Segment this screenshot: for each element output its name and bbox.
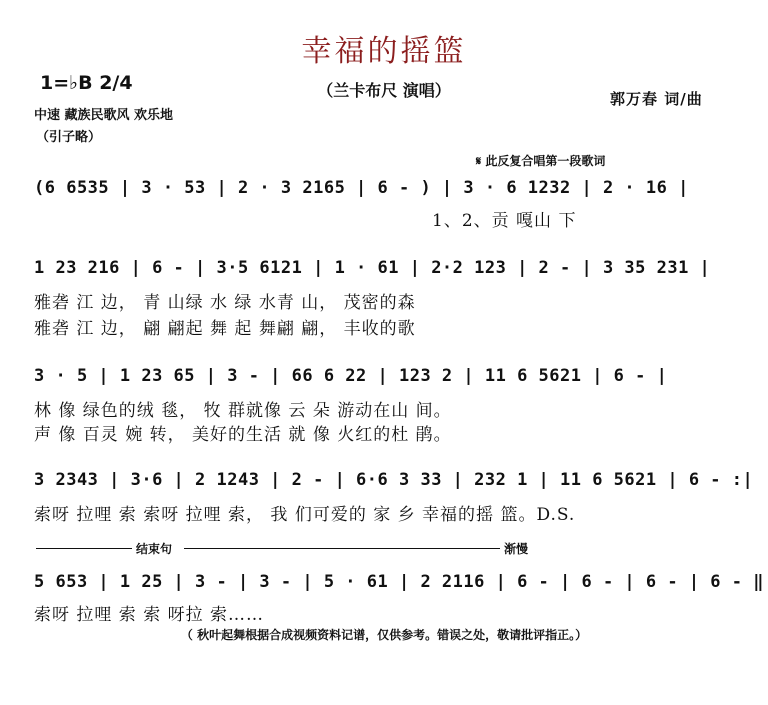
intro-note: （引子略） bbox=[36, 130, 102, 145]
lyrics-row-3-verse-1: 林 像 绿色的绒 毯， 牧 群就像 云 朵 游动在山 间。 bbox=[34, 401, 452, 421]
notation-row-4: 3 2343 | 3·6 | 2 1243 | 2 - | 6·6 3 33 | 232 1 | 11 6 5621 | 6 - :| bbox=[34, 470, 754, 490]
dal-segno-note: 𝄋 此反复合唱第一段歌词 bbox=[476, 154, 606, 168]
author-credit: 郭万春 词/曲 bbox=[610, 90, 703, 108]
ritardando-label: 渐慢 bbox=[504, 542, 529, 556]
key-signature: 1=♭B 2/4 bbox=[40, 72, 133, 94]
lyrics-row-1-verse-1: 1、2、贡 嘎山 下 bbox=[432, 211, 577, 231]
lyrics-row-4: 索呀 拉哩 索 索呀 拉哩 索， 我 们可爱的 家 乡 幸福的摇 篮。D.S. bbox=[34, 505, 576, 525]
lyrics-row-5: 索呀 拉哩 索 索 呀拉 索…… bbox=[34, 605, 265, 625]
ending-line-right bbox=[184, 548, 500, 549]
notation-row-3: 3 · 5 | 1 23 65 | 3 - | 66 6 22 | 123 2 | 11 6 5621 | 6 - | bbox=[34, 366, 668, 386]
lyrics-row-2-verse-2: 雅砻 江 边， 翩 翩起 舞 起 舞翩 翩， 丰收的歌 bbox=[34, 319, 416, 339]
notation-row-2: 1 23 216 | 6 - | 3·5 6121 | 1 · 61 | 2·2 123 | 2 - | 3 35 231 | bbox=[34, 258, 711, 278]
notation-row-1: (6 6535 | 3 · 53 | 2 · 3 2165 | 6 - ) | 3 · 6 1232 | 2 · 16 | bbox=[34, 178, 689, 198]
singer-credit: （兰卡布尺 演唱） bbox=[317, 81, 451, 100]
song-title: 幸福的摇篮 bbox=[301, 34, 467, 69]
lyrics-row-3-verse-2: 声 像 百灵 婉 转， 美好的生活 就 像 火红的杜 鹃。 bbox=[34, 425, 452, 445]
notation-row-5: 5 653 | 1 25 | 3 - | 3 - | 5 · 61 | 2 2116 | 6 - | 6 - | 6 - | 6 - ‖ bbox=[34, 572, 764, 592]
lyrics-row-2-verse-1: 雅砻 江 边， 青 山绿 水 绿 水青 山， 茂密的森 bbox=[34, 293, 416, 313]
footnote: （ 秋叶起舞根据合成视频资料记谱，仅供参考。错误之处，敬请批评指正。） bbox=[180, 628, 588, 642]
ending-line-left bbox=[36, 548, 132, 549]
tempo-marking: 中速 藏族民歌风 欢乐地 bbox=[34, 108, 174, 123]
ending-label: 结束句 bbox=[136, 542, 173, 556]
